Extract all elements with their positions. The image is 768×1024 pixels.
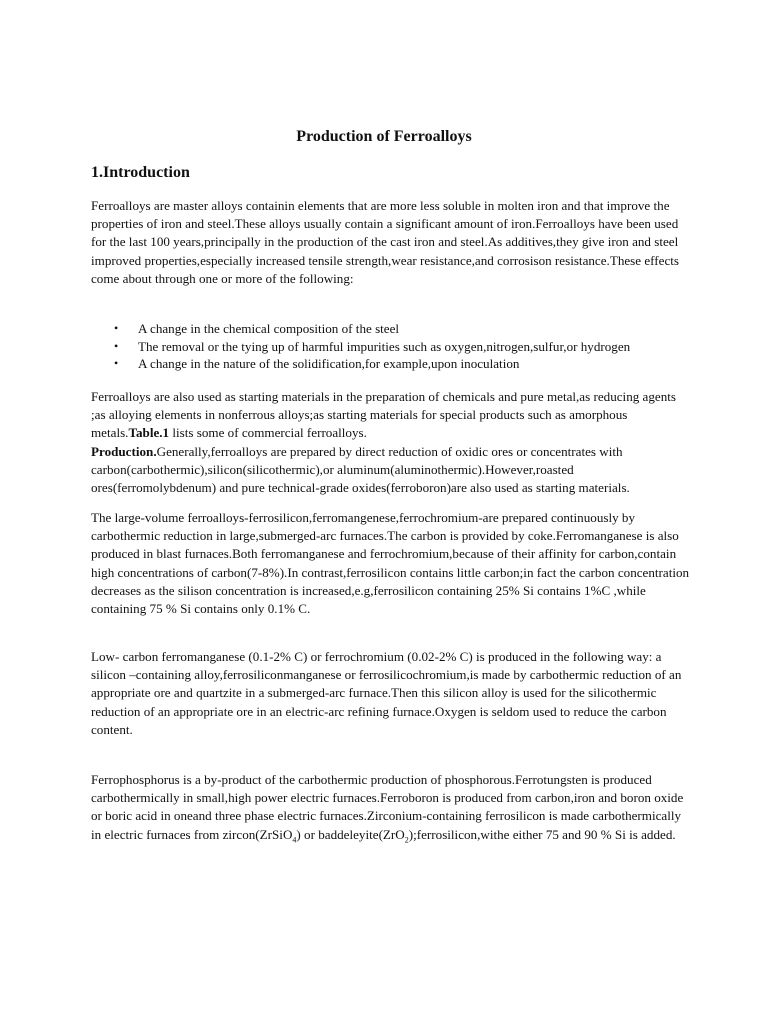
low-carbon-paragraph: Low- carbon ferromanganese (0.1-2% C) or ferrochromium (0.02-2% C) is produced in the following way: a silicon –containing alloy,ferrosiliconmanganese or ferrosilicochromium,is made by carbothermic reduction of an appropriate ore and quartzite in a submerged-arc furnace.Then this silicon alloy is used for the silicothermic reduction of an appropriate ore in an electric-arc refining furnace.Oxygen is seldom used to reduce the carbon content. (91, 649, 682, 737)
list-item (91, 355, 691, 373)
bullet-icon: • (114, 321, 119, 335)
bullet-list (91, 320, 691, 373)
subscript: 2 (404, 835, 409, 845)
list-item (91, 338, 691, 356)
large-volume-paragraph: The large-volume ferroalloys-ferrosilicon,ferromangenese,ferrochromium-are prepared continuously by carbothermic reduction in large,submerged-arc furnaces.The carbon is provided by coke.Ferromanganese is also produced in blast furnaces.Both ferromanganese and ferrochromium,because of their affinity for carbon,contain high concentrations of carbon(7-8%).In contrast,ferrosilicon contains little carbon;in fact the carbon concentration decreases as the silison concentration is increased,e.g,ferrosilicon containing 25% Si contains 1%C ,while containing 75 % Si contains only 0.1% C. (91, 510, 690, 617)
production-text: Generally,ferroalloys are prepared by direct reduction of oxidic ores or concentrates with carbon(carbothermic),silicon(silicothermic),or aluminum(aluminothermic).However,roasted ores(ferromolybdenum) and pure technical-grade oxides(ferroboron)are also used as starting materials. (91, 443, 630, 496)
section-heading-introduction: 1.Introduction (91, 164, 190, 181)
ferrophosphorus-text: ) or baddeleyite(ZrO (296, 826, 405, 842)
applications-text-end: lists some of commercial ferroalloys. (169, 425, 367, 441)
document-title: Production of Ferroalloys (296, 128, 472, 145)
table-reference: Table.1 (128, 425, 170, 441)
ferrophosphorus-text: );ferrosilicon,withe either 75 and 90 % Si is added. (408, 826, 676, 842)
bullet-text: A change in the nature of the solidification,for example,upon inoculation (138, 356, 520, 372)
bullet-text: A change in the chemical composition of the steel (138, 321, 400, 336)
list-item (91, 320, 691, 338)
ferrophosphorus-paragraph (91, 771, 691, 844)
bullet-icon: • (114, 338, 119, 353)
production-label: Production. (91, 443, 157, 459)
bullet-icon: • (114, 356, 119, 371)
applications-text: Ferroalloys are also used as starting materials in the preparation of chemicals and pure metal,as reducing agents ;as alloying elements in nonferrous alloys;as starting materials for special products such as amorphous metals. (91, 389, 677, 441)
intro-paragraph: Ferroalloys are master alloys containin elements that are more less soluble in molten iron and that improve the properties of iron and steel.These alloys usually contain a significant amount of iron.Ferroalloys have been used for the last 100 years,principally in the production of the cast iron and steel.As additives,they give iron and steel improved properties,especially increased tensile strength,wear resistance,and corrosison resistance.These effects come about through one or more of the following: (91, 198, 680, 286)
bullet-text: The removal or the tying up of harmful impurities such as oxygen,nitrogen,sulfur,or hydrogen (138, 338, 631, 354)
subscript: 4 (292, 835, 297, 845)
applications-paragraph (91, 388, 691, 497)
ferrophosphorus-text: Ferrophosphorus is a by-product of the carbothermic production of phosphorous.Ferrotungsten is produced carbothermically in small,high power electric furnaces.Ferroboron is produced from carbon,iron and boron oxide or boric acid in oneand three phase electric furnaces.Zirconium-containing ferrosilicon is made carbothermically in electric furnaces from zircon(ZrSiO (91, 772, 684, 842)
